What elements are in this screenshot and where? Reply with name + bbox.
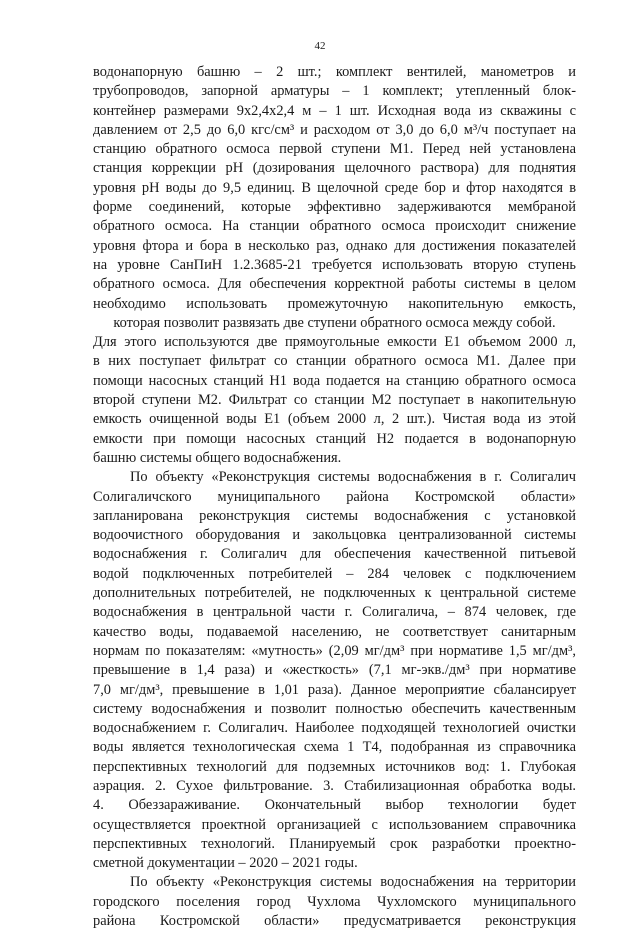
- page-number: 42: [314, 40, 326, 52]
- text-line: помощи насосных станций Н1 вода подается на станцию обратного осмоса: [93, 372, 576, 389]
- text-line: По объекту «Реконструкция системы водоснабжения в г. Солигалич: [130, 469, 576, 486]
- text-line: превышение в 1,4 раза) и «жесткость» (7,1 мг-экв./дм³ при нормативе: [93, 662, 576, 679]
- text-line: водонапорную башню – 2 шт.; комплект вентилей, манометров и: [93, 64, 576, 80]
- text-line: трубопроводов, запорной арматуры – 1 комплект; утепленный блок-: [93, 83, 576, 100]
- text-line: которая позволит развязать две ступени обратного осмоса между собой.: [113, 314, 556, 331]
- text-line: второй ступени М2. Фильтрат со станции М2 поступает в накопительную: [93, 392, 576, 409]
- text-line: Солигаличского муниципального района Костромской области»: [93, 488, 576, 505]
- text-line: уровня фтора и бора в несколько раз, однако для достижения показателей: [93, 237, 576, 254]
- text-line: на уровне СанПиН 1.2.3685-21 требуется использовать вторую ступень: [93, 256, 576, 273]
- text-line: контейнер размерами 9х2,4х2,4 м – 1 шт. Исходная вода из скважины с: [93, 102, 576, 119]
- text-line: качество воды, подаваемой населению, не соответствует санитарным: [93, 623, 576, 640]
- text-line: сметной документации – 2020 – 2021 годы.: [93, 855, 358, 872]
- text-line: уровня pH воды до 9,5 единиц. В щелочной среде бор и фтор находятся в: [93, 179, 576, 196]
- text-line: необходимо использовать промежуточную накопительную емкость,: [93, 295, 576, 312]
- text-line: в них поступает фильтрат со станции обратного осмоса М1. Далее при: [93, 353, 576, 370]
- text-line: водой подключенных потребителей – 284 человек с подключением: [93, 565, 576, 582]
- text-line: перспективных технологий. Планируемый срок разработки проектно-: [93, 835, 576, 852]
- text-line: перспективных технологий для подземных источников вод: 1. Глубокая: [93, 758, 576, 775]
- text-line: емкости при помощи насосных станций Н2 подается в водонапорную: [93, 430, 576, 447]
- text-line: осуществляется проектной организацией с использованием справочника: [93, 816, 576, 833]
- text-line: 7,0 мг/дм³, превышение в 1,01 раза). Данное мероприятие сбалансирует: [93, 681, 576, 698]
- text-line: воды является технологическая схема 1 Т4, подобранная из справочника: [93, 739, 576, 756]
- text-line: систему водоснабжения и позволит полностью обеспечить качественным: [93, 700, 576, 717]
- text-line: станцию обратного осмоса первой ступени М1. Перед ней установлена: [93, 141, 576, 158]
- text-line: дополнительных потребителей, не подключенных к центральной системе: [93, 585, 576, 602]
- text-line: аэрация. 2. Сухое фильтрование. 3. Стабилизационная обработка воды.: [93, 777, 576, 794]
- text-line: водоочистного оборудования и закольцовка централизованной системы: [93, 527, 576, 544]
- text-line: башню системы общего водоснабжения.: [93, 449, 342, 466]
- text-line: обратного осмоса. На станции обратного осмоса происходит снижение: [93, 218, 576, 235]
- text-line: форме соединений, которые эффективно задерживаются мембраной: [93, 199, 576, 216]
- text-line: запланирована реконструкция системы водоснабжения с установкой: [93, 507, 576, 524]
- text-line: емкость очищенной воды Е1 (объем 2000 л, 2 шт.). Чистая вода из этой: [93, 411, 576, 428]
- text-line: водоснабжения г. Солигалич для обеспечения качественной питьевой: [93, 546, 576, 563]
- text-line: района Костромской области» предусматривается реконструкция: [93, 913, 576, 930]
- text-line: давлением от 2,5 до 6,0 кгс/см³ и расходом от 3,0 до 6,0 м³/ч поступает на: [93, 121, 576, 138]
- text-line: Для этого используются две прямоугольные емкости Е1 объемом 2000 л,: [93, 334, 576, 351]
- text-line: обратного осмоса. Для обеспечения корректной работы системы в целом: [93, 276, 576, 293]
- text-line: станция коррекции pH (дозирования щелочного раствора) для поднятия: [93, 160, 576, 177]
- text-line: водоснабжением г. Солигалич. Наиболее подходящей технологией очистки: [93, 720, 576, 737]
- text-line: городского поселения город Чухлома Чухломского муниципального: [93, 893, 576, 910]
- body-text: [93, 63, 576, 931]
- text-line: нормам по показателям: «мутность» (2,09 мг/дм³ при нормативе 1,5 мг/дм³,: [93, 642, 576, 659]
- text-line: По объекту «Реконструкция системы водоснабжения на территории: [130, 874, 576, 891]
- text-line: водоснабжения в центральной части г. Солигалича, – 874 человек, где: [93, 604, 576, 621]
- text-line: 4. Обеззараживание. Окончательный выбор технологии будет: [93, 797, 576, 814]
